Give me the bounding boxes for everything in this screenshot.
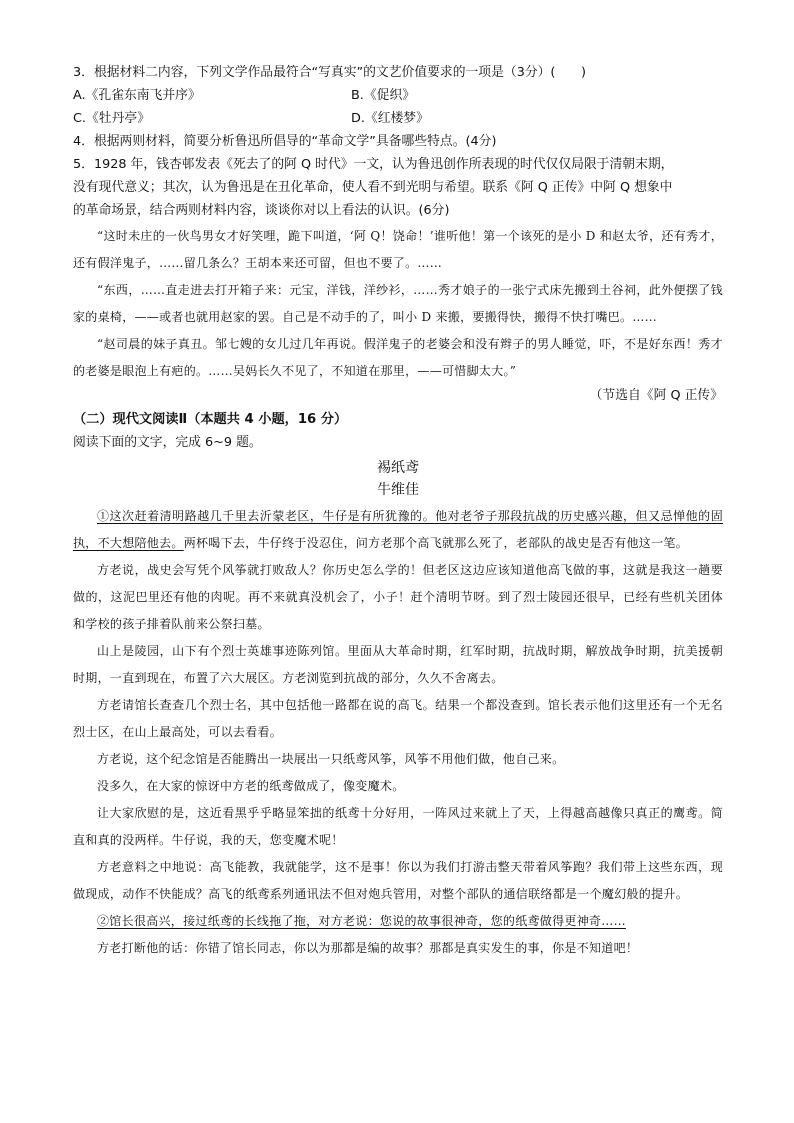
article-paragraph-2: 方老说，战史会写凭个风筝就打败敌人？你历史怎么学的！但老区这边应该知道他高飞做的事，这就是我这一趟要做的，这泥巴里还有他的肉呢。再不来就真没机会了，小子！赶个清明节呀。到了烈士陵园还很早，已经有些机关团体和学校的孩子排着队前来公祭扫墓。 [73, 563, 723, 631]
article-paragraph-6: 没多久，在大家的惊讶中方老的纸鸢做成了，像变魔术。 [97, 779, 405, 793]
article-paragraph-8: 方老意料之中地说：高飞能教，我就能学，这不是事！你以为我们打游击整天带着风筝跑？我们带上这些东西，现做现成，动作不快能成？高飞的纸鸢系列通讯法不但对炮兵管用，对整个部队的通信联络都是一个魔幻般的提升。 [73, 860, 723, 901]
article-title: 裼纸鸢 [377, 460, 419, 476]
excerpt-paragraph-1: “这时未庄的一伙鸟男女才好笑哩，跪下叫道，‘阿 Q！饶命！’谁听他！第一个该死的是小 D 和赵太爷，还有秀才，还有假洋鬼子，……留几条么？王胡本来还可留，但也不要了。…… [73, 229, 723, 270]
excerpt-paragraph-2: “东西，……直走进去打开箱子来：元宝，洋钱，洋纱衫，……秀才娘子的一张宁式床先搬到土谷祠，此外便摆了钱家的桌椅，——或者也就用赵家的罢。自己是不动手的了，叫小 D 来搬，要搬得快，搬得不快打嘴巴。…… [73, 283, 723, 324]
question-5-line-1: 5．1928 年，钱杏邨发表《死去了的阿 Q 时代》一文，认为鲁迅创作所表现的时代仅仅局限于清朝末期， [73, 157, 674, 172]
article-paragraph-4: 方老请馆长查查几个烈士名，其中包括他一路都在说的高飞。结果一个都没查到。馆长表示他们这里还有一个无名烈士区，在山上最高处，可以去看看。 [73, 698, 723, 739]
option-c: C.《牡丹亭》 [73, 111, 150, 126]
question-3-options-row-2 [73, 108, 723, 129]
option-a: A.《孔雀东南飞并序》 [73, 88, 201, 103]
exam-page [73, 62, 723, 962]
section-heading: （二）现代文阅读Ⅱ（本题共 4 小题，16 分） [73, 412, 348, 427]
question-5-line-3: 的革命场景，结合两则材料内容，谈谈你对以上看法的认识。(6分) [73, 203, 450, 218]
excerpt-source: （节选自《阿 Q 正传》 [589, 388, 723, 403]
article-paragraph-1 [73, 503, 723, 557]
underlined-sentence-2: ②馆长很高兴，接过纸鸢的长线拖了拖，对方老说：您说的故事很神奇，您的纸鸢做得更神奇…… [97, 914, 626, 928]
option-d: D.《红楼梦》 [351, 111, 429, 126]
question-4: 4．根据两则材料，简要分析鲁迅所倡导的“革命文学”具备哪些特点。(4分) [73, 134, 497, 149]
article-paragraph-10: 方老打断他的话：你错了馆长同志，你以为那都是编的故事？那都是真实发生的事，你是不知道吧！ [97, 941, 639, 955]
question-3-options-row-1 [73, 85, 723, 106]
question-3-stem: 3．根据材料二内容，下列文学作品最符合“写真实”的文艺价值要求的一项是（3分）( ) [73, 65, 587, 80]
excerpt-paragraph-3: “赵司晨的妹子真丑。邹七嫂的女儿过几年再说。假洋鬼子的老婆会和没有辫子的男人睡觉，吓，不是好东西！秀才的老婆是眼泡上有疤的。……吴妈长久不见了，不知道在那里，——可惜脚太大。” [73, 337, 723, 378]
option-b: B.《促织》 [351, 88, 416, 103]
article-paragraph-1-rest: 两杯喝下去，牛仔终于没忍住，问方老那个高飞就那么死了，老部队的战史是否有他这一笔。 [183, 536, 689, 550]
question-5-line-2: 没有现代意义；其次，认为鲁迅是在丑化革命，使人看不到光明与希望。联系《阿 Q 正传》中阿 Q 想象中 [73, 180, 673, 195]
article-author: 牛维佳 [377, 482, 419, 498]
section-instruction: 阅读下面的文字，完成 6~9 题。 [73, 435, 262, 450]
article-paragraph-3: 山上是陵园，山下有个烈士英雄事迹陈列馆。里面从大革命时期，红军时期，抗战时期，解放战争时期，抗美援朝时期，一直到现在，布置了六大展区。方老浏览到抗战的部分，久久不舍离去。 [73, 644, 723, 685]
article-paragraph-9 [73, 908, 723, 935]
underlined-sentence-1: ①这次赶着清明路越几千里去沂蒙老区，牛仔是有所犹豫的。他对老爷子那段抗战的历史感兴趣，但又忌惮他的固执，不大想陪他去。 [73, 509, 723, 550]
article-paragraph-7: 让大家欣慰的是，这近看黑乎乎略显笨拙的纸鸢十分好用，一阵风过来就上了天，上得越高越像只真正的鹰鸢。简直和真的没两样。牛仔说，我的天，您变魔术呢！ [73, 806, 723, 847]
article-paragraph-5: 方老说，这个纪念馆是否能腾出一块展出一只纸鸢风筝，风筝不用他们做，他自己来。 [97, 752, 565, 766]
